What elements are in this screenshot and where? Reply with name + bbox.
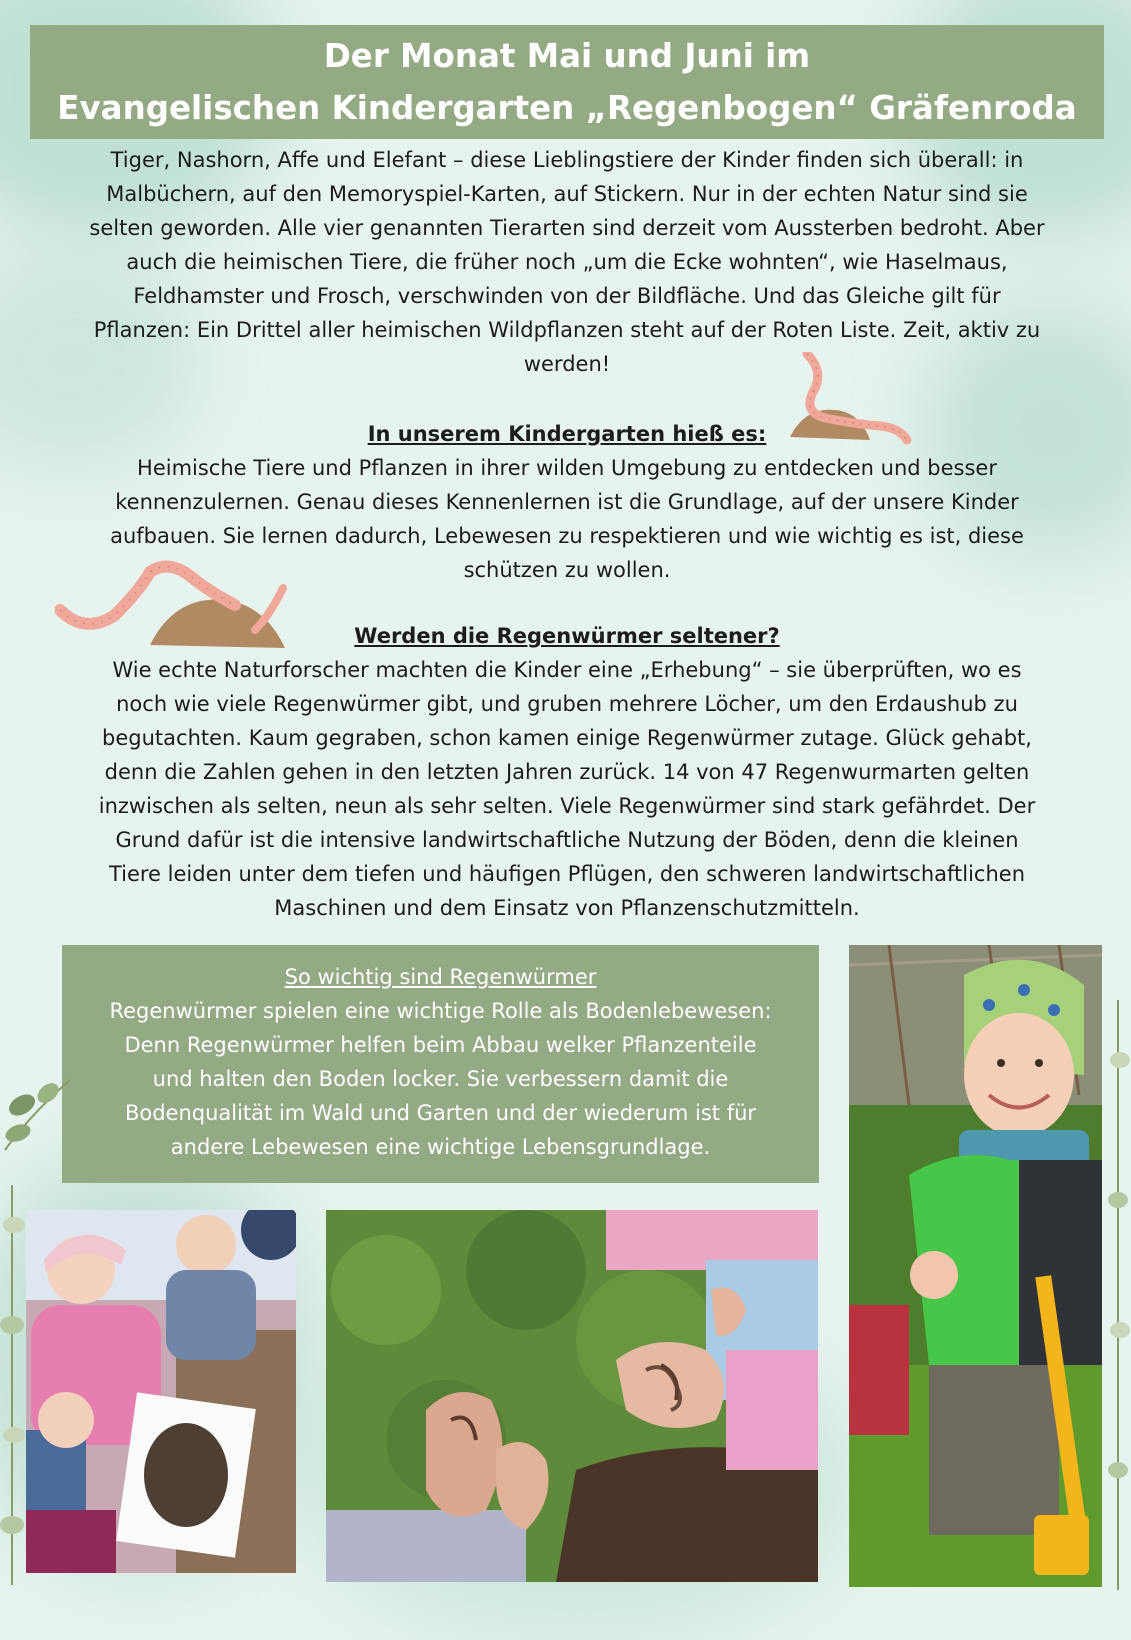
text-line: denn die Zahlen gehen in den letzten Jahren zurück. 14 von 47 Regenwurmarten gelten <box>104 760 1030 784</box>
text-line: Grund dafür ist die intensive landwirtschaftliche Nutzung der Böden, denn die kleinen <box>115 828 1019 852</box>
text-line: Feldhamster und Frosch, verschwinden von der Bildfläche. Und das Gleiche gilt für <box>133 284 1001 308</box>
text-line: inzwischen als selten, neun als sehr selten. Viele Regenwürmer sind stark gefährdet. Der <box>98 794 1036 818</box>
text-line: selten geworden. Alle vier genannten Tierarten sind derzeit vom Aussterben bedroht. Aber <box>89 216 1045 240</box>
title-line: Der Monat Mai und Juni im <box>323 37 811 75</box>
text-line: Maschinen und dem Einsatz von Pflanzenschutzmitteln. <box>274 896 860 920</box>
eucalyptus-leaf-decoration <box>1104 1000 1131 1590</box>
section-heading: Werden die Regenwürmer seltener? <box>354 624 780 648</box>
text-line: andere Lebewesen eine wichtige Lebensgrundlage. <box>170 1135 711 1159</box>
text-line: Malbüchern, auf den Memoryspiel-Karten, auf Stickern. Nur in der echten Natur sind sie <box>106 182 1028 206</box>
text-line: Pflanzen: Ein Drittel aller heimischen Wildpflanzen steht auf der Roten Liste. Zeit, aktiv zu <box>93 318 1041 342</box>
text-line: noch wie viele Regenwürmer gibt, und gruben mehrere Löcher, um den Erdaushub zu <box>116 692 1018 716</box>
photo-children-soil-table <box>26 1210 296 1573</box>
text-line: aufbauen. Sie lernen dadurch, Lebewesen zu respektieren und wie wichtig es ist, diese <box>110 524 1024 548</box>
section-paragraph <box>30 653 1104 925</box>
section-heading: In unserem Kindergarten hieß es: <box>367 422 767 446</box>
text-line: Tiere leiden unter dem tiefen und häufigen Pflügen, den schweren landwirtschaftlichen <box>108 862 1026 886</box>
text-line: Regenwürmer spielen eine wichtige Rolle als Bodenlebewesen: <box>109 999 772 1023</box>
text-line: Bodenqualität im Wald und Garten und der wiederum ist für <box>124 1101 757 1125</box>
text-line: und halten den Boden locker. Sie verbessern damit die <box>152 1067 729 1091</box>
photo-child-with-shovel <box>849 945 1102 1587</box>
text-line: schützen zu wollen. <box>463 558 671 582</box>
text-line: Tiger, Nashorn, Affe und Elefant – diese Lieblingstiere der Kinder finden sich überall: in <box>110 148 1024 172</box>
text-line: auch die heimischen Tiere, die früher noch „um die Ecke wohnten“, wie Haselmaus, <box>126 250 1008 274</box>
page-title <box>30 25 1104 139</box>
text-line: begutachten. Kaum gegraben, schon kamen einige Regenwürmer zutage. Glück gehabt, <box>102 726 1032 750</box>
text-line: kennenzulernen. Genau dieses Kennenlernen ist die Grundlage, auf der unsere Kinder <box>115 490 1019 514</box>
title-line: Evangelischen Kindergarten „Regenbogen“ Gräfenroda <box>57 89 1077 127</box>
photo-hands-with-worms <box>326 1210 818 1582</box>
text-line: Heimische Tiere und Pflanzen in ihrer wilden Umgebung zu entdecken und besser <box>137 456 997 480</box>
info-box-title: So wichtig sind Regenwürmer <box>284 965 597 989</box>
text-line: Denn Regenwürmer helfen beim Abbau welker Pflanzenteile <box>124 1033 757 1057</box>
text-line: Wie echte Naturforscher machten die Kinder eine „Erhebung“ – sie überprüften, wo es <box>112 658 1022 682</box>
eucalyptus-leaf-decoration <box>0 1075 75 1155</box>
text-line: werden! <box>523 352 611 376</box>
intro-paragraph <box>30 143 1104 381</box>
info-box <box>62 945 819 1183</box>
